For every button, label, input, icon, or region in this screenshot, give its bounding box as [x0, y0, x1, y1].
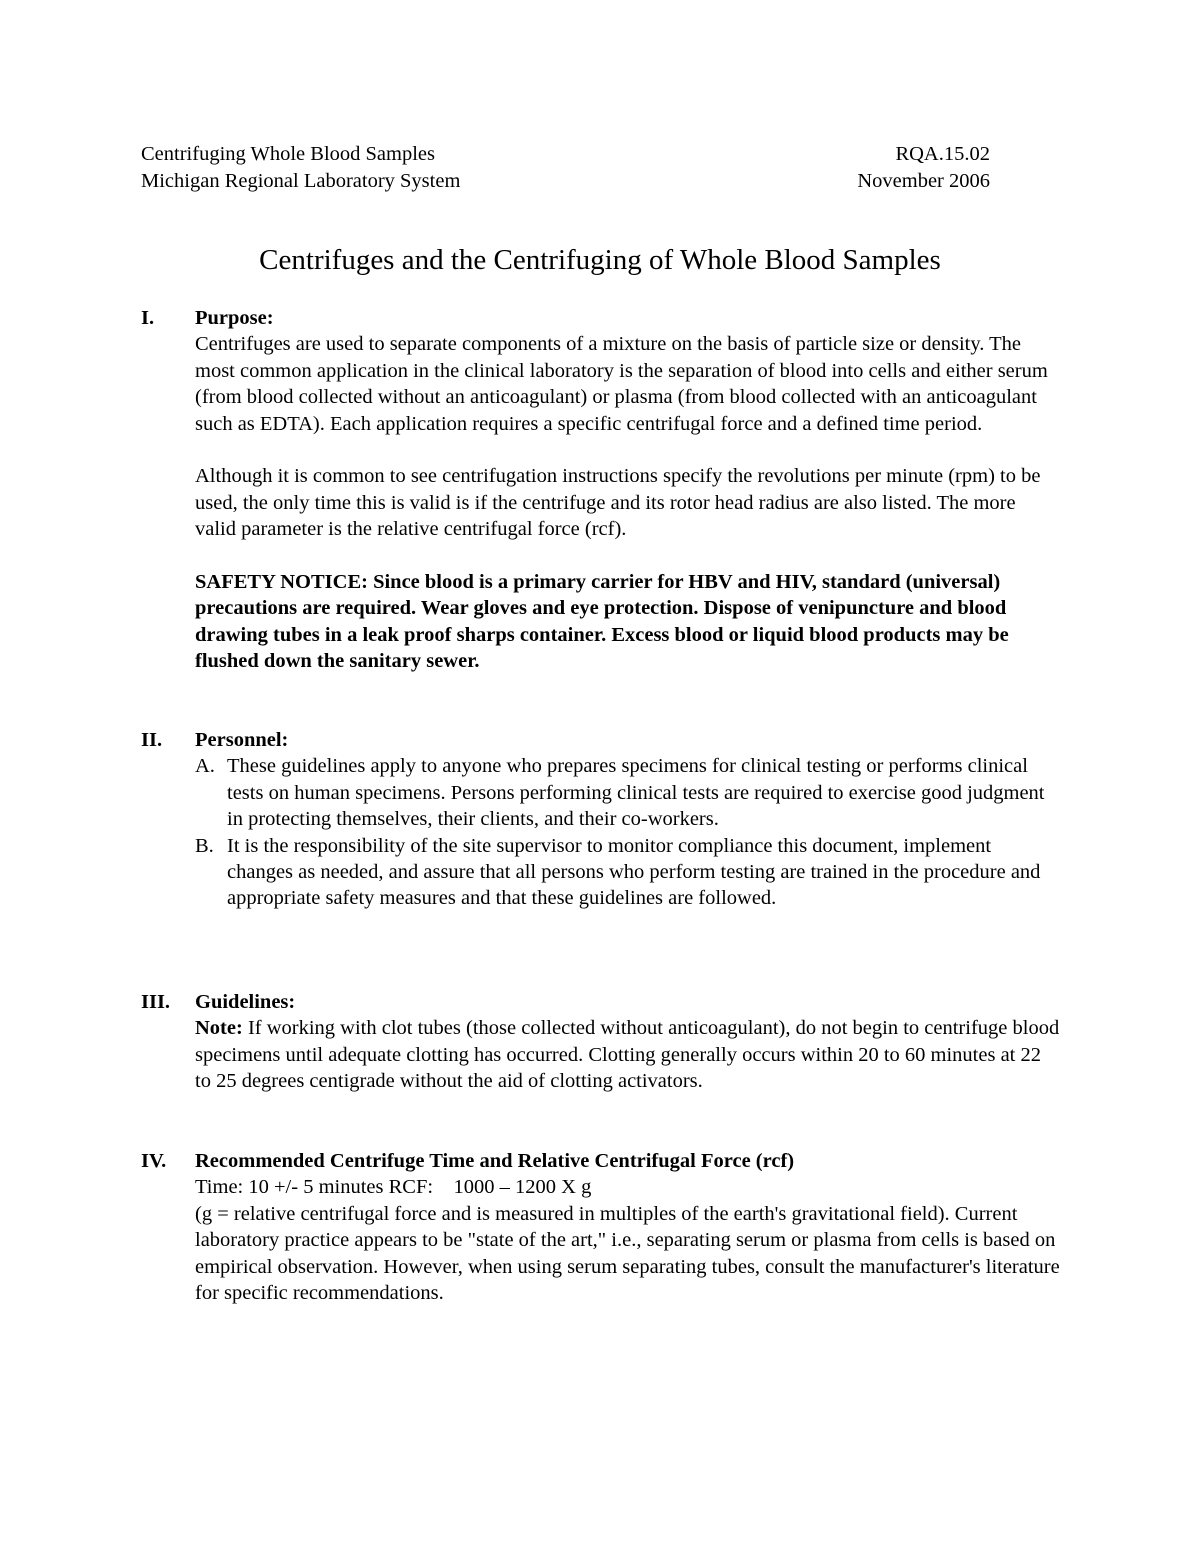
- list-item-text: It is the responsibility of the site supervisor to monitor compliance this document, implement changes as needed, and assure that all persons who perform testing are trained in the procedure and appropriate safety measures and that these guidelines are followed.: [227, 834, 1041, 910]
- purpose-paragraph-2: Although it is common to see centrifugation instructions specify the revolutions per minute (rpm) to be used, the only time this is valid is if the centrifuge and its rotor head radius are also listed. The more valid parameter is the relative centrifugal force (rcf).: [195, 465, 1041, 541]
- section-number: II.: [141, 729, 163, 751]
- list-item-letter: A.: [195, 755, 215, 778]
- list-item-letter: B.: [195, 834, 214, 857]
- section-body: [141, 1015, 1061, 1094]
- section-guidelines: [141, 989, 1061, 1095]
- section-body: [141, 753, 1061, 911]
- list-item-text: These guidelines apply to anyone who prepares specimens for clinical testing or performs clinical tests on human specimens. Persons performing clinical tests are required to exercise good judgment in protecting themselves, their clients, and their co-workers.: [227, 755, 1045, 831]
- header-row-1: [141, 141, 990, 168]
- section-heading: [141, 305, 1061, 331]
- section-number: III.: [141, 991, 171, 1013]
- header-date: November 2006: [857, 170, 990, 192]
- section-title: Recommended Centrifuge Time and Relative Centrifugal Force (rcf): [195, 1150, 795, 1172]
- header-organization: Michigan Regional Laboratory System: [141, 170, 461, 192]
- section-body: [141, 331, 1061, 674]
- section-number: IV.: [141, 1150, 167, 1172]
- note-text: If working with clot tubes (those collected without anticoagulant), do not begin to centrifuge blood specimens until adequate clotting has occurred. Clotting generally occurs within 20 to 60 minutes at 22 to 25 degrees centigrade without the aid of clotting activators.: [195, 1017, 1060, 1093]
- section-heading: [141, 1148, 1061, 1174]
- section-recommended: [141, 1148, 1061, 1306]
- guidelines-note: [195, 1015, 1061, 1094]
- page-title: Centrifuges and the Centrifuging of Whole Blood Samples: [259, 244, 941, 276]
- section-number: I.: [141, 307, 155, 329]
- safety-notice: SAFETY NOTICE: Since blood is a primary carrier for HBV and HIV, standard (universal) precautions are required. Wear gloves and eye protection. Dispose of venipuncture and blood drawing tubes in a leak proof sharps container. Excess blood or liquid blood products may be flushed down the sanitary sewer.: [195, 571, 1009, 673]
- section-heading: [141, 989, 1061, 1015]
- section-title: Guidelines:: [195, 991, 296, 1013]
- header-document-code: RQA.15.02: [895, 143, 990, 165]
- section-title: Purpose:: [195, 307, 274, 329]
- list-item: [195, 753, 1061, 832]
- recommended-paragraph: (g = relative centrifugal force and is measured in multiples of the earth's gravitational field). Current laboratory practice appears to be "state of the art," i.e., separating serum or plasma from cells is based on empirical observation. However, when using serum separating tubes, consult the manufacturer's literature for specific recommendations.: [195, 1202, 1060, 1305]
- time-rcf-line: Time: 10 +/- 5 minutes RCF: 1000 – 1200 X g: [195, 1176, 592, 1199]
- section-title: Personnel:: [195, 729, 289, 751]
- header-document-name: Centrifuging Whole Blood Samples: [141, 143, 435, 165]
- section-heading: [141, 727, 1061, 753]
- list-item: [195, 833, 1061, 912]
- note-label: Note:: [195, 1017, 243, 1040]
- section-body: [141, 1174, 1061, 1306]
- section-purpose: [141, 305, 1061, 675]
- running-header: [141, 141, 990, 195]
- purpose-paragraph-1: Centrifuges are used to separate components of a mixture on the basis of particle size or density. The most common application in the clinical laboratory is the separation of blood into cells and either serum (from blood collected without an anticoagulant) or plasma (from blood collected with an anticoagulant such as EDTA). Each application requires a specific centrifugal force and a defined time period.: [195, 333, 1048, 435]
- section-personnel: [141, 727, 1061, 912]
- header-row-2: [141, 168, 990, 195]
